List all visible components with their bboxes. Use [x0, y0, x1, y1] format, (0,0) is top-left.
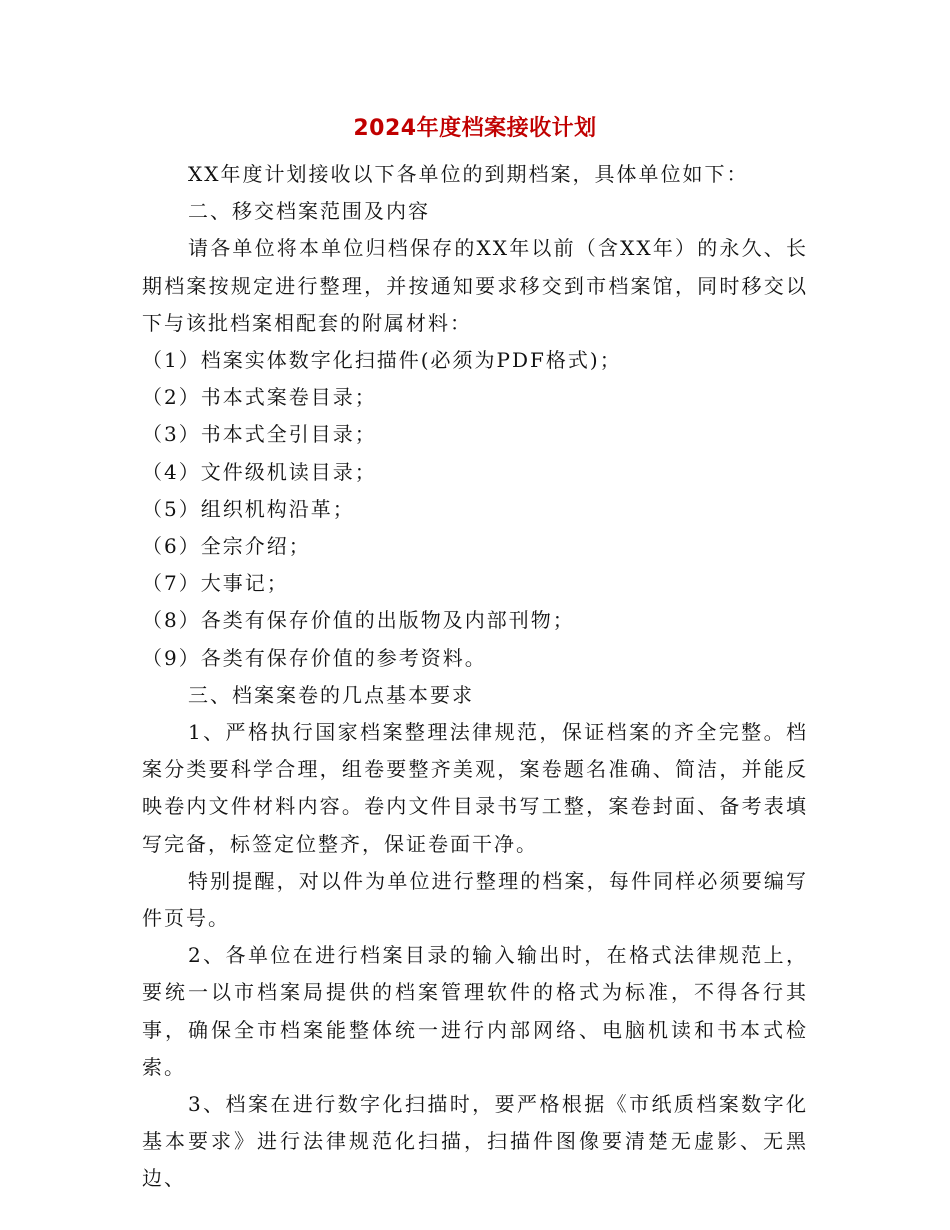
intro-paragraph: XX年度计划接收以下各单位的到期档案，具体单位如下： [188, 162, 749, 186]
document-title: 2024年度档案接收计划 [353, 116, 597, 141]
requirement-paragraph-1: 1、严格执行国家档案整理法律规范，保证档案的齐全完整。档案分类要科学合理，组卷要整齐美观，案卷题名准确、简洁，并能反映卷内文件材料内容。卷内文件目录书写工整，案卷封面、备考表填写完备，标签定位整齐，保证卷面干净。 [142, 720, 808, 856]
requirement-paragraph-2: 2、各单位在进行档案目录的输入输出时，在格式法律规范上，要统一以市档案局提供的档案管理软件的格式为标准，不得各行其事，确保全市档案能整体统一进行内部网络、电脑机读和书本式检索。 [142, 943, 808, 1079]
list-item: （9）各类有保存价值的参考资料。 [142, 645, 487, 670]
document-body [142, 156, 808, 1198]
list-item: （4）文件级机读目录； [142, 459, 377, 484]
list-item: （6）全宗介绍； [142, 534, 311, 559]
list-item: （5）组织机构沿革； [142, 496, 355, 521]
special-reminder-paragraph: 特别提醒，对以件为单位进行整理的档案，每件同样必须要编写件页号。 [142, 868, 808, 931]
list-item: （2）书本式案卷目录； [142, 385, 377, 410]
scope-paragraph: 请各单位将本单位归档保存的XX年以前（含XX年）的永久、长期档案按规定进行整理，并按通知要求移交到市档案馆，同时移交以下与该批档案相配套的附属材料： [142, 236, 808, 335]
requirement-paragraph-3: 3、档案在进行数字化扫描时，要严格根据《市纸质档案数字化基本要求》进行法律规范化扫描，扫描件图像要清楚无虚影、无黑边、 [142, 1092, 808, 1191]
list-item: （3）书本式全引目录； [142, 422, 377, 447]
list-item: （1）档案实体数字化扫描件(必须为PDF格式)； [142, 348, 622, 373]
list-item: （7）大事记； [142, 571, 289, 596]
section-heading-2: 二、移交档案范围及内容 [188, 199, 430, 224]
section-heading-3: 三、档案案卷的几点基本要求 [188, 682, 474, 707]
list-item: （8）各类有保存价值的出版物及内部刊物； [142, 608, 575, 633]
